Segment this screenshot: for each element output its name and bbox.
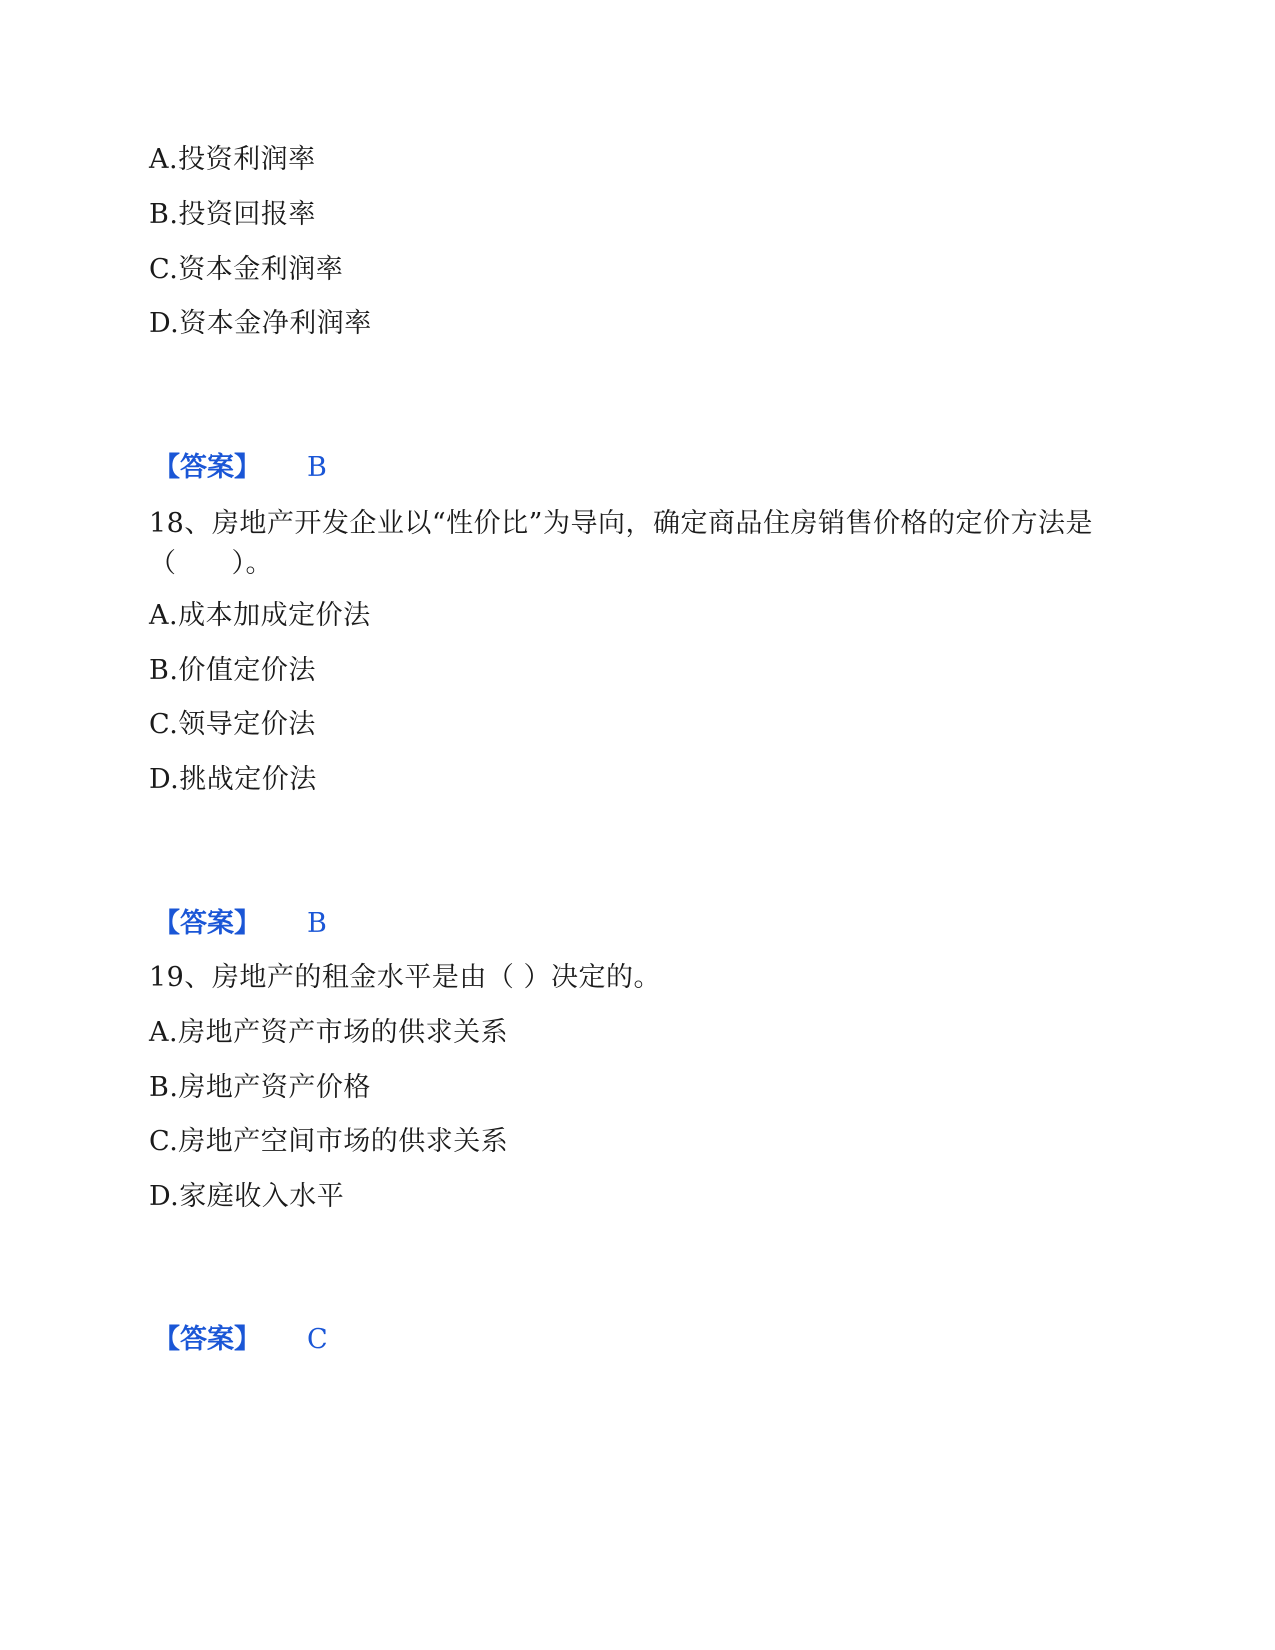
answer-value: B xyxy=(307,452,327,483)
answer-label: 【答案】 xyxy=(153,1324,261,1355)
prev-option-b: B.投资回报率 xyxy=(149,199,316,230)
prev-option-d: D.资本金净利润率 xyxy=(149,308,372,339)
answer-label: 【答案】 xyxy=(153,452,261,483)
q19-option-d: D.家庭收入水平 xyxy=(149,1181,345,1212)
q18-option-b: B.价值定价法 xyxy=(149,655,316,686)
q19-option-b: B.房地产资产价格 xyxy=(149,1072,371,1103)
answer-value: C xyxy=(307,1324,328,1355)
q19-option-c: C.房地产空间市场的供求关系 xyxy=(149,1126,509,1157)
q19-answer xyxy=(153,1322,328,1358)
q18-option-d: D.挑战定价法 xyxy=(149,764,317,795)
prev-answer xyxy=(153,450,327,486)
q18-answer xyxy=(153,906,327,942)
question-18-text: 18、房地产开发企业以“性价比”为导向，确定商品住房销售价格的定价方法是（ ）。 xyxy=(149,508,1093,579)
answer-label: 【答案】 xyxy=(153,908,261,939)
prev-option-a: A.投资利润率 xyxy=(149,144,316,175)
prev-option-c: C.资本金利润率 xyxy=(149,254,344,285)
q19-option-a: A.房地产资产市场的供求关系 xyxy=(149,1017,509,1048)
question-19-text: 19、房地产的租金水平是由（ ）决定的。 xyxy=(149,962,661,993)
q18-option-a: A.成本加成定价法 xyxy=(149,600,371,631)
q18-option-c: C.领导定价法 xyxy=(149,709,316,740)
answer-value: B xyxy=(307,908,327,939)
